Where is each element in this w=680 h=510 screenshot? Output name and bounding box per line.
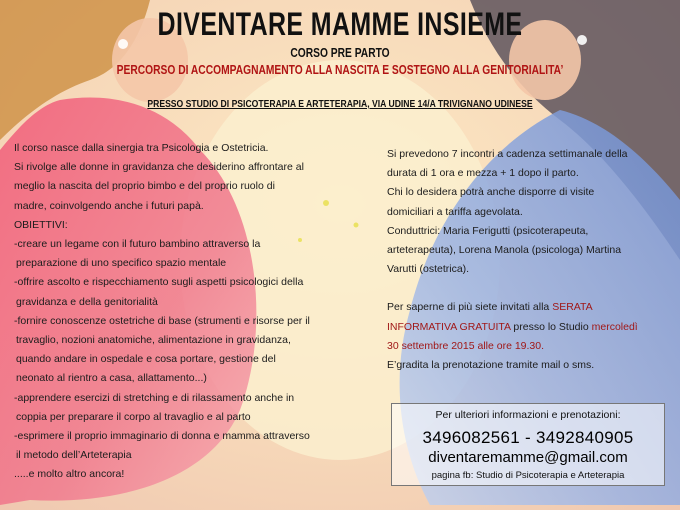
- email-link[interactable]: diventaremamme@gmail.com: [428, 449, 628, 466]
- info-evening-highlight: INFORMATIVA GRATUITA: [387, 320, 511, 333]
- intro-line: Si rivolge alle donne in gravidanza che desiderino affrontare al: [14, 161, 304, 174]
- objective-line: gravidanza e della genitorialità: [16, 295, 158, 308]
- details-line: arteterapeuta), Lorena Manola (psicologa) Martina: [387, 244, 622, 257]
- objective-line: neonato al rientro a casa, allattamento...): [16, 372, 207, 385]
- details-line: domiciliari a tariffa agevolata.: [387, 205, 523, 218]
- objective-line: il metodo dell’Arteterapia: [16, 449, 132, 462]
- details-line: Si prevedono 7 incontri a cadenza settimanale della: [387, 148, 628, 160]
- objective-line: -fornire conoscenze ostetriche di base (strumenti e risorse per il: [14, 314, 310, 327]
- objective-line: -offrire ascolto e rispecchiamento sugli aspetti psicologici della: [14, 276, 304, 289]
- details-line: durata di 1 ora e mezza + 1 dopo il parto.: [387, 167, 579, 180]
- objective-line: -esprimere il proprio immaginario di donna e mamma attraverso: [14, 430, 310, 443]
- intro-line: madre, coinvolgendo anche i futuri papà.: [14, 199, 204, 212]
- info-evening-line: Per saperne di più siete invitati alla SERATA: [387, 301, 593, 314]
- objective-line: -creare un legame con il futuro bambino attraverso la: [14, 238, 261, 251]
- event-day: mercoledì: [591, 320, 638, 333]
- objective-line: quando andare in ospedale e cosa portare, gestione del: [16, 353, 276, 366]
- left-column: [14, 139, 364, 485]
- intro-line: meglio la nascita del proprio bimbo e del proprio ruolo di: [14, 180, 275, 193]
- intro-line: Il corso nasce dalla sinergia tra Psicologia e Ostetricia.: [14, 142, 269, 154]
- info-evening-line: INFORMATIVA GRATUITA presso lo Studio mercoledì: [387, 320, 638, 333]
- facebook-page: pagina fb: Studio di Psicoterapia e Arteterapia: [431, 470, 625, 481]
- info-evening-highlight: SERATA: [552, 301, 593, 314]
- booking-note: E’gradita la prenotazione tramite mail o sms.: [387, 359, 595, 372]
- contact-box: [391, 403, 665, 486]
- objective-line: travaglio, nozioni anatomiche, alimentazione in gravidanza,: [16, 334, 291, 347]
- objective-line: -apprendere esercizi di stretching e di rilassamento anche in: [14, 391, 295, 404]
- closing-line: .....e molto altro ancora!: [14, 468, 125, 481]
- right-column: [387, 145, 662, 375]
- details-line: Varutti (ostetrica).: [387, 263, 470, 276]
- event-date: 30 settembre 2015 alle ore 19.30.: [387, 339, 545, 352]
- phone-numbers[interactable]: 3496082561 - 3492840905: [422, 428, 634, 447]
- objective-line: coppia per preparare il corpo al travaglio e al parto: [16, 410, 251, 423]
- objectives-heading: OBIETTIVI:: [14, 218, 68, 231]
- details-line: Conduttrici: Maria Ferigutti (psicoterapeuta,: [387, 224, 589, 237]
- details-line: Chi lo desidera potrà anche disporre di visite: [387, 186, 595, 199]
- page-title: DIVENTARE MAMME INSIEME: [157, 6, 523, 42]
- course-description: PERCORSO DI ACCOMPAGNAMENTO ALLA NASCITA E SOSTEGNO ALLA GENITORIALITA’: [116, 63, 564, 77]
- venue-address: PRESSO STUDIO DI PSICOTERAPIA E ARTETERAPIA, VIA UDINE 14/A TRIVIGNANO UDINESE: [147, 98, 533, 110]
- contact-heading: Per ulteriori informazioni e prenotazioni:: [435, 409, 621, 421]
- objective-line: preparazione di uno specifico spazio mentale: [16, 257, 227, 270]
- course-subtitle: CORSO PRE PARTO: [290, 46, 390, 60]
